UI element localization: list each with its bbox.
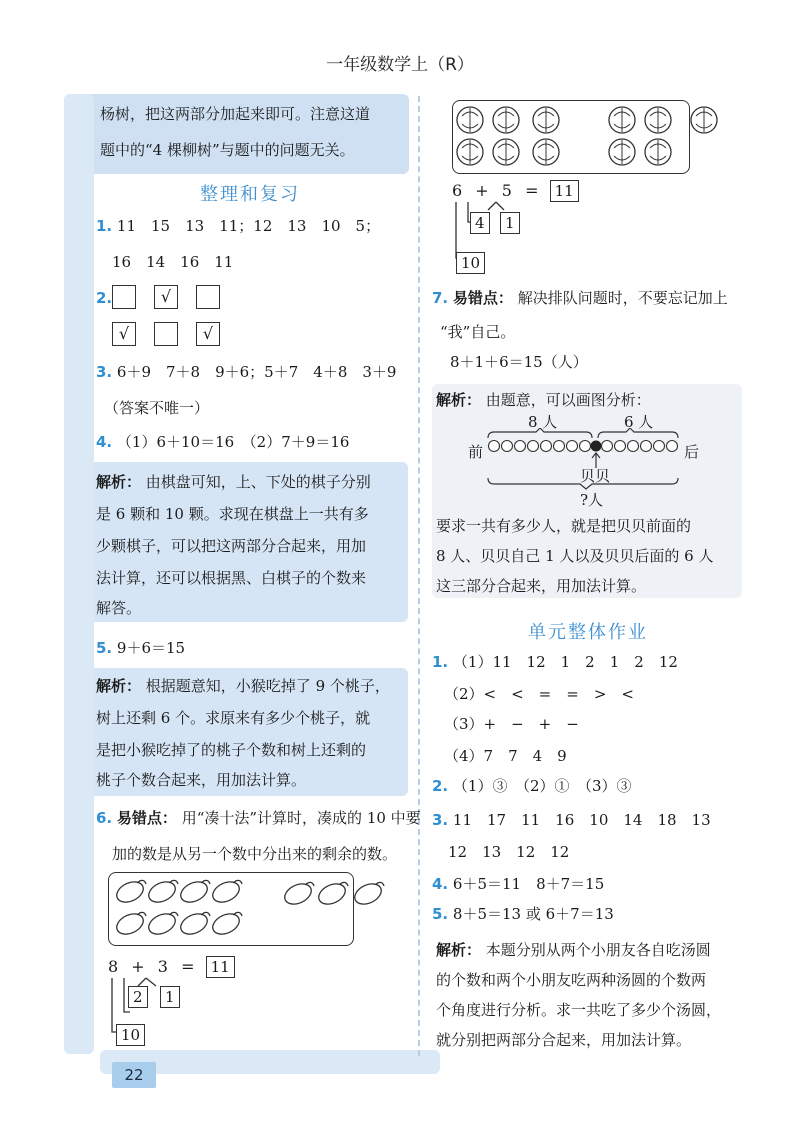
top-equation: [452, 180, 579, 202]
q1-number: 1.: [96, 217, 113, 235]
cabbage-icon: [691, 107, 717, 133]
u4-answer: 6＋5＝11 8＋7＝15: [452, 875, 605, 893]
u5-line: [432, 904, 614, 924]
eggplant-icon: [146, 910, 179, 938]
analysis5-line-1: [96, 676, 390, 696]
top-eq-b: 5: [501, 181, 512, 200]
eggplant-icon: [352, 880, 385, 908]
q6-label: 易错点：: [116, 809, 177, 827]
queue-right-count: 6 人: [624, 413, 654, 431]
q6-line-1: [96, 808, 421, 828]
u1-number: 1.: [432, 653, 449, 671]
cabbage-icon: [645, 139, 671, 165]
top-split-box-a: 4: [470, 212, 490, 234]
blue-wash-left-edge: [64, 94, 94, 1054]
q6-split-box-a: 2: [128, 986, 148, 1008]
u3-answer-1: 11 17 11 16 10 14 18 13: [452, 811, 711, 829]
q2-box-6: √: [196, 322, 220, 346]
analysisU5-label: 解析：: [436, 941, 482, 959]
cabbage-icon: [493, 139, 519, 165]
q1-line-1: [96, 216, 380, 236]
eggplant-icon: [210, 878, 243, 906]
top-split-box-b: 1: [500, 212, 520, 234]
q6-eq-equals: =: [181, 957, 195, 976]
cabbage-icon: [609, 139, 635, 165]
cabbage-illustration: [452, 98, 732, 178]
q6-number: 6.: [96, 809, 113, 827]
q2-box-3: [196, 285, 220, 309]
eggplant-icon: [282, 880, 315, 908]
analysis5-label: 解析：: [96, 677, 142, 695]
q5-line: [96, 638, 185, 658]
q4-answer: （1）6＋10＝16 （2）7＋9＝16: [116, 433, 350, 451]
section-title-unit-homework: 单元整体作业: [528, 622, 648, 643]
queue-people-front: [489, 441, 591, 452]
cabbage-icon: [457, 139, 483, 165]
queue-left-count: 8 人: [528, 413, 558, 431]
cabbage-icon: [609, 107, 635, 133]
analysis7-line-3: 这三部分合起来，用加法计算。: [436, 577, 647, 595]
analysisU5-line-2: 的个数和两个小朋友吃两种汤圆的个数两: [436, 971, 707, 989]
u4-line: [432, 874, 604, 894]
analysis4-label: 解析：: [96, 473, 142, 491]
analysis5-text-1: 根据题意知，小猴吃掉了 9 个桃子，: [145, 677, 390, 695]
analysis5-line-2: 树上还剩 6 个。求原来有多少个桃子，就: [96, 709, 371, 727]
queue-diagram: [486, 428, 686, 498]
q6-equation: [108, 956, 235, 978]
eggplant-icon: [316, 880, 349, 908]
analysis4-line-4: 法计算，还可以根据黑、白棋子的个数来: [96, 569, 367, 587]
q7-number: 7.: [432, 289, 449, 307]
analysis5-line-4: 桃子个数合起来，用加法计算。: [96, 771, 307, 789]
analysisU5-line-1: [436, 940, 711, 960]
analysis4-line-5: 解答。: [96, 599, 142, 617]
q2-box-5: [154, 322, 178, 346]
q6-eq-plus: +: [131, 957, 145, 976]
eggplant-icon: [178, 910, 211, 938]
q2-number: 2.: [96, 289, 113, 307]
q6-eq-a: 8: [108, 957, 119, 976]
q6-eq-b: 3: [157, 957, 168, 976]
u2-number: 2.: [432, 777, 449, 795]
q7-line-2: “我”自己。: [440, 323, 516, 341]
u1-line-2: （2）< < = = > <: [444, 685, 634, 703]
analysisU5-line-3: 个角度进行分析。求一共吃了多少个汤圆，: [436, 1001, 722, 1019]
queue-people-back: [602, 441, 678, 452]
q3-answer: 6＋9 7＋8 9＋6；5＋7 4＋8 3＋9: [116, 363, 397, 381]
page-header-title: 一年级数学上（R）: [326, 55, 474, 75]
q7-label: 易错点：: [452, 289, 513, 307]
q2-box-1: [112, 285, 136, 309]
top-eq-result-box: 11: [550, 180, 579, 202]
q7-line-1: [432, 288, 728, 308]
cabbage-icon: [533, 107, 559, 133]
u5-answer: 8＋5＝13 或 6＋7＝13: [452, 905, 614, 923]
q4-number: 4.: [96, 433, 113, 451]
q1-line-2: 16 14 16 11: [112, 253, 234, 271]
analysis7-label: 解析：: [436, 391, 482, 409]
q3-line-1: [96, 362, 396, 382]
analysis7-line-2: 8 人、贝贝自己 1 人以及贝贝后面的 6 人: [436, 547, 714, 565]
analysis5-line-3: 是把小猴吃掉了的桃子个数和树上还剩的: [96, 741, 367, 759]
top-eq-a: 6: [452, 181, 463, 200]
q4-line: [96, 432, 349, 452]
eggplant-icon: [210, 910, 243, 938]
u1-line-1: [432, 652, 678, 672]
q6-text-1: 用“凑十法”计算时，凑成的 10 中要: [181, 809, 421, 827]
queue-person-label: 贝贝: [580, 467, 611, 485]
intro-line-1: 杨树，把这两部分加起来即可。注意这道: [100, 105, 371, 123]
page-number: 22: [112, 1062, 156, 1088]
q6-eq-result-box: 11: [206, 956, 235, 978]
u2-line: [432, 776, 632, 796]
top-eq-plus: +: [475, 181, 489, 200]
cabbage-icon: [645, 107, 671, 133]
q3-line-2: （答案不唯一）: [104, 399, 210, 417]
q7-equation: 8＋1＋6＝15（人）: [450, 353, 588, 371]
u5-number: 5.: [432, 905, 449, 923]
q2-number-line: [96, 288, 112, 308]
q2-box-2: √: [154, 285, 178, 309]
intro-line-2: 题中的“4 棵柳树”与题中的问题无关。: [100, 141, 355, 159]
u3-line-1: [432, 810, 711, 830]
eggplant-icon: [178, 878, 211, 906]
eggplant-icon: [114, 910, 147, 938]
u2-answer: （1）③ （2）① （3）③: [452, 777, 632, 795]
q6-line-2: 加的数是从另一个数中分出来的剩余的数。: [112, 845, 398, 863]
q6-ten-box: 10: [116, 1024, 145, 1046]
analysisU5-line-4: 就分别把两部分合起来，用加法计算。: [436, 1031, 692, 1049]
q6-split-box-b: 1: [160, 986, 180, 1008]
analysis4-text-1: 由棋盘可知，上、下处的棋子分别: [145, 473, 371, 491]
analysis4-line-1: [96, 472, 371, 492]
queue-front-label: 前: [468, 443, 484, 461]
eggplant-illustration: [108, 870, 398, 950]
q7-text-1: 解决排队问题时，不要忘记加上: [517, 289, 728, 307]
cabbage-icon: [493, 107, 519, 133]
column-divider: [418, 96, 420, 1056]
analysis7-line-1: 要求一共有多少人，就是把贝贝前面的: [436, 517, 692, 535]
cabbage-icon: [457, 107, 483, 133]
u1-line-4: （4）7 7 4 9: [444, 747, 567, 765]
u4-number: 4.: [432, 875, 449, 893]
top-ten-box: 10: [456, 252, 485, 274]
queue-total-label: ?人: [580, 491, 604, 509]
u3-number: 3.: [432, 811, 449, 829]
eggplant-icon: [146, 878, 179, 906]
u3-line-2: 12 13 12 12: [448, 843, 570, 861]
analysis4-line-2: 是 6 颗和 10 颗。求现在棋盘上一共有多: [96, 505, 369, 523]
analysis4-line-3: 少颗棋子，可以把这两部分合起来，用加: [96, 537, 367, 555]
q3-number: 3.: [96, 363, 113, 381]
analysisU5-text-1: 本题分别从两个小朋友各自吃汤圆: [485, 941, 711, 959]
section-title-review: 整理和复习: [200, 184, 300, 205]
eggplant-icon: [114, 878, 147, 906]
analysis7-line-intro: [436, 390, 651, 410]
top-eq-equals: =: [525, 181, 539, 200]
q5-number: 5.: [96, 639, 113, 657]
queue-back-label: 后: [684, 443, 700, 461]
queue-beibei-dot: [591, 441, 602, 452]
q5-answer: 9＋6＝15: [116, 639, 186, 657]
q1-answer-1: 11 15 13 11；12 13 10 5；: [116, 217, 381, 235]
q2-box-4: √: [112, 322, 136, 346]
cabbage-icon: [533, 139, 559, 165]
u1-line-3: （3）+ − + −: [444, 715, 579, 733]
analysis7-intro: 由题意，可以画图分析：: [485, 391, 651, 409]
u1-answer-1: （1）11 12 1 2 1 2 12: [452, 653, 678, 671]
